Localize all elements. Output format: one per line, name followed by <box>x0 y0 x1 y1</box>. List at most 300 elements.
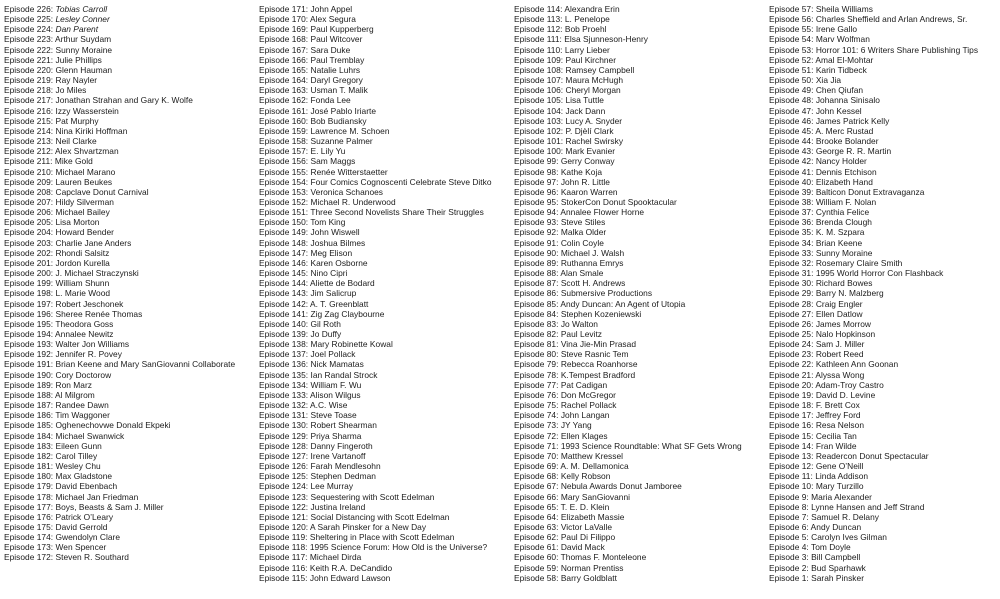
episode-list-item[interactable] <box>769 461 1000 471</box>
episode-list-item[interactable] <box>514 24 765 34</box>
episode-number-label: Episode 81: <box>514 339 559 350</box>
episode-title: Michael R. Underwood <box>310 196 396 207</box>
episode-list-item[interactable] <box>259 156 510 166</box>
episode-list-item[interactable] <box>769 197 1000 207</box>
episode-title: John R. Little <box>560 176 610 187</box>
episode-list-item[interactable] <box>259 390 510 400</box>
episode-list-item[interactable] <box>4 238 255 248</box>
episode-list-item[interactable] <box>259 552 510 562</box>
episode-list-item[interactable] <box>4 146 255 156</box>
episode-list-item[interactable] <box>259 542 510 552</box>
episode-list-item[interactable] <box>4 461 255 471</box>
episode-title: Kaaron Warren <box>560 186 618 197</box>
episode-list-item[interactable] <box>514 177 765 187</box>
episode-list-item[interactable] <box>769 177 1000 187</box>
episode-number-label: Episode 52: <box>769 54 814 65</box>
episode-number-label: Episode 50: <box>769 75 814 86</box>
episode-list-item[interactable] <box>4 248 255 258</box>
episode-list-item[interactable] <box>769 573 1000 583</box>
episode-list-item[interactable] <box>514 167 765 177</box>
episode-list-item[interactable] <box>769 4 1000 14</box>
episode-list-item[interactable] <box>259 55 510 65</box>
episode-list-item[interactable] <box>769 106 1000 116</box>
episode-list-item[interactable] <box>259 106 510 116</box>
episode-list-item[interactable] <box>514 542 765 552</box>
episode-list-item[interactable] <box>769 136 1000 146</box>
episode-list-item[interactable] <box>4 177 255 187</box>
episode-number-label: Episode 131: <box>259 410 309 421</box>
episode-number-label: Episode 84: <box>514 308 559 319</box>
episode-number-label: Episode 211: <box>4 156 53 167</box>
episode-list-item[interactable] <box>259 573 510 583</box>
episode-list-item[interactable] <box>769 75 1000 85</box>
episode-list-item[interactable] <box>4 420 255 430</box>
episode-list-item[interactable] <box>514 146 765 156</box>
episode-title: Rachel Swirsky <box>565 136 624 147</box>
episode-list-item[interactable] <box>514 431 765 441</box>
episode-list-item[interactable] <box>769 420 1000 430</box>
episode-list-item[interactable] <box>514 380 765 390</box>
episode-list-item[interactable] <box>259 532 510 542</box>
episode-list-item[interactable] <box>4 268 255 278</box>
episode-list-item[interactable] <box>4 167 255 177</box>
episode-list-item[interactable] <box>769 349 1000 359</box>
episode-title: Cynthia Felice <box>815 207 870 218</box>
episode-list-item[interactable] <box>769 359 1000 369</box>
episode-title: Three Second Novelists Share Their Struggles <box>310 207 484 218</box>
episode-title: Zig Zag Claybourne <box>310 308 385 319</box>
episode-number-label: Episode 121: <box>259 511 309 522</box>
episode-list-item[interactable] <box>259 85 510 95</box>
episode-list-item[interactable] <box>4 106 255 116</box>
episode-list-item[interactable] <box>769 238 1000 248</box>
episode-list-item[interactable] <box>769 126 1000 136</box>
episode-list-item[interactable] <box>514 319 765 329</box>
episode-list-item[interactable] <box>259 288 510 298</box>
episode-list-item[interactable] <box>769 522 1000 532</box>
episode-list-item[interactable] <box>514 197 765 207</box>
episode-list-item[interactable] <box>514 75 765 85</box>
episode-title: F. Brett Cox <box>815 400 860 411</box>
episode-list-item[interactable] <box>514 85 765 95</box>
episode-list-item[interactable] <box>259 45 510 55</box>
episode-list-item[interactable] <box>4 217 255 227</box>
episode-list-item[interactable] <box>769 288 1000 298</box>
episode-list-item[interactable] <box>259 339 510 349</box>
episode-list-item[interactable] <box>259 410 510 420</box>
episode-title: Michael Jan Friedman <box>55 491 139 502</box>
episode-list-item[interactable] <box>514 14 765 24</box>
episode-list-item[interactable] <box>514 349 765 359</box>
episode-list-item[interactable] <box>259 329 510 339</box>
episode-list-item[interactable] <box>4 288 255 298</box>
episode-title: Andy Duncan: An Agent of Utopia <box>560 298 686 309</box>
episode-list-item[interactable] <box>4 532 255 542</box>
episode-number-label: Episode 118: <box>259 542 308 553</box>
episode-list-item[interactable] <box>259 420 510 430</box>
episode-list-item[interactable] <box>769 55 1000 65</box>
episode-list-item[interactable] <box>259 4 510 14</box>
episode-list-item[interactable] <box>769 65 1000 75</box>
episode-list-item[interactable] <box>514 512 765 522</box>
episode-list-item[interactable] <box>259 248 510 258</box>
episode-list-item[interactable] <box>514 309 765 319</box>
episode-number-label: Episode 76: <box>514 389 559 400</box>
episode-list-item[interactable] <box>769 492 1000 502</box>
episode-list-item[interactable] <box>4 258 255 268</box>
episode-number-label: Episode 185: <box>4 420 54 431</box>
episode-title: 1993 Science Roundtable: What SF Gets Wrong <box>560 440 742 451</box>
episode-list-item[interactable] <box>769 370 1000 380</box>
episode-list-item[interactable] <box>259 24 510 34</box>
episode-title: James Morrow <box>815 318 871 329</box>
episode-list-item[interactable] <box>4 4 255 14</box>
episode-list-item[interactable] <box>259 370 510 380</box>
episode-number-label: Episode 33: <box>769 247 814 258</box>
episode-list-item[interactable] <box>4 24 255 34</box>
episode-number-label: Episode 39: <box>769 186 814 197</box>
episode-title: Cory Doctorow <box>55 369 112 380</box>
episode-list-item[interactable] <box>514 299 765 309</box>
episode-number-label: Episode 40: <box>769 176 814 187</box>
episode-list-item[interactable] <box>259 197 510 207</box>
episode-list-item[interactable] <box>4 75 255 85</box>
episode-list-item[interactable] <box>4 471 255 481</box>
episode-list-item[interactable] <box>259 187 510 197</box>
episode-title: Sequestering with Scott Edelman <box>310 491 435 502</box>
episode-list-item[interactable] <box>4 156 255 166</box>
episode-number-label: Episode 214: <box>4 125 54 136</box>
episode-list-item[interactable] <box>259 126 510 136</box>
episode-list-item[interactable] <box>514 370 765 380</box>
episode-list-item[interactable] <box>514 65 765 75</box>
episode-list-item[interactable] <box>259 116 510 126</box>
episode-number-label: Episode 215: <box>4 115 54 126</box>
episode-list-item[interactable] <box>514 441 765 451</box>
episode-title: Rosemary Claire Smith <box>815 257 903 268</box>
episode-list-item[interactable] <box>4 512 255 522</box>
episode-title: Nalo Hopkinson <box>815 329 876 339</box>
episode-title: Justina Ireland <box>310 501 366 512</box>
episode-list-item[interactable] <box>514 573 765 583</box>
episode-number-label: Episode 5: <box>769 532 809 543</box>
episode-list-item[interactable] <box>514 227 765 237</box>
episode-title: Bill Campbell <box>811 552 861 563</box>
episode-list-item[interactable] <box>259 95 510 105</box>
episode-list-item[interactable] <box>769 410 1000 420</box>
episode-list-item[interactable] <box>4 187 255 197</box>
episode-list-item[interactable] <box>514 359 765 369</box>
episode-list-item[interactable] <box>514 207 765 217</box>
episode-number-label: Episode 146: <box>259 257 309 268</box>
episode-list-item[interactable] <box>259 258 510 268</box>
episode-title: Fonda Lee <box>310 95 351 106</box>
episode-list-item[interactable] <box>259 441 510 451</box>
episode-number-label: Episode 36: <box>769 217 814 228</box>
episode-title: Danny Fingeroth <box>310 440 373 451</box>
episode-list-item[interactable] <box>4 349 255 359</box>
episode-title: Sheltering in Place with Scott Edelman <box>309 532 455 543</box>
episode-list-item[interactable] <box>259 492 510 502</box>
episode-list-item[interactable] <box>769 563 1000 573</box>
episode-list-item[interactable] <box>769 431 1000 441</box>
episode-list-item[interactable] <box>514 126 765 136</box>
episode-list-item[interactable] <box>514 248 765 258</box>
episode-list-item[interactable] <box>4 14 255 24</box>
episode-list-item[interactable] <box>259 167 510 177</box>
episode-list-item[interactable] <box>769 481 1000 491</box>
episode-list-item[interactable] <box>4 492 255 502</box>
episode-list-item[interactable] <box>514 420 765 430</box>
episode-list-item[interactable] <box>769 451 1000 461</box>
episode-list-item[interactable] <box>259 319 510 329</box>
episode-list-item[interactable] <box>769 532 1000 542</box>
episode-list-item[interactable] <box>4 45 255 55</box>
episode-list-item[interactable] <box>769 217 1000 227</box>
episode-title: StokerCon Donut Spooktacular <box>560 196 677 207</box>
episode-list-item[interactable] <box>514 187 765 197</box>
episode-list-item[interactable] <box>259 268 510 278</box>
episode-list-item[interactable] <box>514 522 765 532</box>
episode-list-item[interactable] <box>4 299 255 309</box>
episode-number-label: Episode 188: <box>4 389 54 400</box>
episode-list-item[interactable] <box>514 329 765 339</box>
episode-list-item[interactable] <box>769 552 1000 562</box>
episode-list-item[interactable] <box>514 288 765 298</box>
episode-list-item[interactable] <box>4 85 255 95</box>
episode-list-item[interactable] <box>514 136 765 146</box>
episode-title: Nick Mamatas <box>310 359 364 370</box>
episode-number-label: Episode 194: <box>4 329 54 339</box>
episode-number-label: Episode 174: <box>4 532 54 543</box>
episode-number-label: Episode 116: <box>259 562 308 573</box>
episode-list-item[interactable] <box>4 329 255 339</box>
episode-list-item[interactable] <box>769 390 1000 400</box>
episode-list-item[interactable] <box>4 481 255 491</box>
episode-list-item[interactable] <box>4 227 255 237</box>
episode-list-item[interactable] <box>259 299 510 309</box>
episode-title: David Ebenbach <box>55 481 118 492</box>
episode-list-item[interactable] <box>259 481 510 491</box>
episode-list-item[interactable] <box>514 563 765 573</box>
episode-list-item[interactable] <box>259 431 510 441</box>
episode-number-label: Episode 180: <box>4 471 54 482</box>
episode-list-item[interactable] <box>514 4 765 14</box>
episode-number-label: Episode 177: <box>4 501 54 512</box>
episode-list-item[interactable] <box>4 359 255 369</box>
episode-list-item[interactable] <box>259 238 510 248</box>
episode-title: Adam-Troy Castro <box>815 379 884 390</box>
episode-list-item[interactable] <box>769 512 1000 522</box>
episode-list-item[interactable] <box>4 65 255 75</box>
episode-list-item[interactable] <box>259 349 510 359</box>
episode-number-label: Episode 195: <box>4 318 54 329</box>
episode-list-item[interactable] <box>769 380 1000 390</box>
episode-list-item[interactable] <box>769 299 1000 309</box>
episode-list-item[interactable] <box>4 370 255 380</box>
episode-list-item[interactable] <box>4 441 255 451</box>
episode-title: J. Michael Straczynski <box>55 268 139 279</box>
episode-list-item[interactable] <box>4 431 255 441</box>
episode-list-item[interactable] <box>259 502 510 512</box>
episode-list-item[interactable] <box>514 45 765 55</box>
episode-list-item[interactable] <box>514 217 765 227</box>
episode-number-label: Episode 169: <box>259 24 309 35</box>
episode-list-item[interactable] <box>4 502 255 512</box>
episode-number-label: Episode 93: <box>514 217 559 228</box>
episode-list-item[interactable] <box>4 95 255 105</box>
episode-list-item[interactable] <box>769 319 1000 329</box>
episode-list-item[interactable] <box>769 258 1000 268</box>
episode-list-item[interactable] <box>4 34 255 44</box>
episode-list-item[interactable] <box>4 522 255 532</box>
episode-list-item[interactable] <box>769 24 1000 34</box>
episode-list-item[interactable] <box>259 471 510 481</box>
episode-number-label: Episode 26: <box>769 318 814 329</box>
episode-list-item[interactable] <box>514 471 765 481</box>
episode-list-item[interactable] <box>769 34 1000 44</box>
episode-list-item[interactable] <box>769 400 1000 410</box>
episode-number-label: Episode 184: <box>4 430 54 441</box>
episode-list-item[interactable] <box>514 106 765 116</box>
episode-list-item[interactable] <box>259 278 510 288</box>
episode-list-item[interactable] <box>514 116 765 126</box>
episode-number-label: Episode 143: <box>259 288 309 299</box>
episode-list-item[interactable] <box>259 451 510 461</box>
episode-list-item[interactable] <box>514 532 765 542</box>
episode-list-item[interactable] <box>259 207 510 217</box>
episode-list-item[interactable] <box>769 329 1000 339</box>
episode-list-item[interactable] <box>259 177 510 187</box>
episode-list-item[interactable] <box>514 390 765 400</box>
episode-list-item[interactable] <box>4 309 255 319</box>
episode-list-item[interactable] <box>259 217 510 227</box>
episode-list-item[interactable] <box>4 552 255 562</box>
episode-list-item[interactable] <box>769 248 1000 258</box>
episode-title: John Langan <box>560 410 610 421</box>
episode-list-item[interactable] <box>4 542 255 552</box>
episode-list-item[interactable] <box>259 512 510 522</box>
episode-list-item[interactable] <box>514 156 765 166</box>
episode-list-item[interactable] <box>4 400 255 410</box>
episode-list-item[interactable] <box>514 410 765 420</box>
episode-list-item[interactable] <box>769 187 1000 197</box>
episode-list-item[interactable] <box>514 502 765 512</box>
episode-list-item[interactable] <box>4 410 255 420</box>
episode-list-item[interactable] <box>769 542 1000 552</box>
episode-list-item[interactable] <box>4 451 255 461</box>
episode-title: Robert Jeschonek <box>55 298 124 309</box>
episode-list-item[interactable] <box>769 278 1000 288</box>
episode-list-item[interactable] <box>769 339 1000 349</box>
episode-number-label: Episode 199: <box>4 278 54 289</box>
episode-list-item[interactable] <box>514 461 765 471</box>
episode-number-label: Episode 10: <box>769 481 814 492</box>
episode-list-item[interactable] <box>259 75 510 85</box>
episode-list-item[interactable] <box>4 197 255 207</box>
episode-list-item[interactable] <box>769 116 1000 126</box>
episode-list-item[interactable] <box>259 309 510 319</box>
episode-list-item[interactable] <box>769 227 1000 237</box>
episode-list-item[interactable] <box>769 156 1000 166</box>
episode-list-item[interactable] <box>4 339 255 349</box>
episode-list-item[interactable] <box>514 481 765 491</box>
episode-list-item[interactable] <box>514 34 765 44</box>
episode-list-item[interactable] <box>259 227 510 237</box>
episode-list-item[interactable] <box>259 563 510 573</box>
episode-list-item[interactable] <box>4 116 255 126</box>
episode-number-label: Episode 217: <box>4 95 54 106</box>
episode-list-item[interactable] <box>259 400 510 410</box>
episode-list-item[interactable] <box>259 461 510 471</box>
episode-list-item[interactable] <box>514 268 765 278</box>
episode-list-item[interactable] <box>769 502 1000 512</box>
episode-title: Dan Parent <box>55 24 99 35</box>
episode-title: George R. R. Martin <box>815 146 892 157</box>
episode-list-item[interactable] <box>259 146 510 156</box>
episode-list-item[interactable] <box>259 380 510 390</box>
episode-title: Matthew Kressel <box>560 450 624 461</box>
episode-list-item[interactable] <box>4 126 255 136</box>
episode-list-item[interactable] <box>4 380 255 390</box>
episode-list-item[interactable] <box>259 359 510 369</box>
episode-list-item[interactable] <box>769 95 1000 105</box>
episode-list-item[interactable] <box>4 207 255 217</box>
episode-title: Jonathan Strahan and Gary K. Wolfe <box>55 95 193 106</box>
episode-list-item[interactable] <box>4 319 255 329</box>
episode-title: Capclave Donut Carnival <box>55 186 149 197</box>
episode-list-item[interactable] <box>769 146 1000 156</box>
episode-list-item[interactable] <box>259 136 510 146</box>
episode-list-item[interactable] <box>4 278 255 288</box>
episode-list-item[interactable] <box>514 55 765 65</box>
episode-number-label: Episode 29: <box>769 288 814 299</box>
episode-list-item[interactable] <box>769 268 1000 278</box>
episode-list-item[interactable] <box>769 85 1000 95</box>
episode-list-item[interactable] <box>514 492 765 502</box>
episode-list-item[interactable] <box>259 522 510 532</box>
episode-list-item[interactable] <box>4 390 255 400</box>
episode-number-label: Episode 44: <box>769 136 814 147</box>
episode-list-item[interactable] <box>514 258 765 268</box>
episode-list-item[interactable] <box>514 400 765 410</box>
episode-number-label: Episode 151: <box>259 207 309 218</box>
episode-list-item[interactable] <box>514 451 765 461</box>
episode-list-item[interactable] <box>769 167 1000 177</box>
episode-list-item[interactable] <box>514 339 765 349</box>
episode-list-item[interactable] <box>514 238 765 248</box>
episode-list-item[interactable] <box>769 14 1000 24</box>
episode-list-item[interactable] <box>259 34 510 44</box>
episode-list-item[interactable] <box>259 65 510 75</box>
episode-list-item[interactable] <box>514 278 765 288</box>
episode-list-item[interactable] <box>769 45 1000 55</box>
episode-number-label: Episode 96: <box>514 186 559 197</box>
episode-list-item[interactable] <box>769 471 1000 481</box>
episode-list-item[interactable] <box>769 207 1000 217</box>
episode-number-label: Episode 27: <box>769 308 814 319</box>
episode-list-item[interactable] <box>769 441 1000 451</box>
episode-list-item[interactable] <box>514 95 765 105</box>
episode-list-item[interactable] <box>259 14 510 24</box>
episode-list-item[interactable] <box>514 552 765 562</box>
episode-title: Craig Engler <box>815 298 863 309</box>
episode-list-item[interactable] <box>4 55 255 65</box>
episode-number-label: Episode 130: <box>259 420 309 431</box>
episode-list-item[interactable] <box>769 309 1000 319</box>
episode-list-item[interactable] <box>4 136 255 146</box>
episode-title: Brenda Clough <box>815 217 872 228</box>
